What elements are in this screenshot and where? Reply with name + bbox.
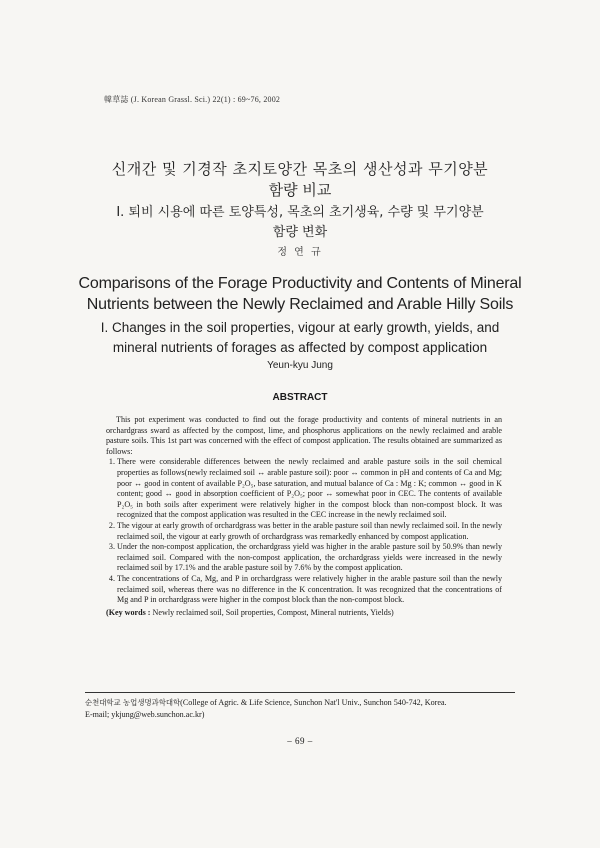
korean-subtitle-line-1: I. 퇴비 시용에 따른 토양특성, 목초의 초기생육, 수량 및 무기양분 [116, 205, 484, 220]
korean-subtitle-line-2: 함량 변화 [272, 225, 328, 240]
abstract-intro: This pot experiment was conducted to find out the forage productivity and contents of mineral nutrients in an orchardgrass sward as affected by the compost, lime, and phosphorus applications on the newly reclaimed and arable pasture soils. This 1st part was concerned with the effect of compost application. The results obtained are summarized as follows: [106, 415, 502, 456]
journal-reference: 韓草誌 (J. Korean Grassl. Sci.) 22(1) : 69~76, 2002 [104, 95, 281, 104]
english-author: Yeun-kyu Jung [267, 360, 333, 371]
english-title-line-2: Nutrients between the Newly Reclaimed and Arable Hilly Soils [86, 296, 514, 313]
page-number: – 69 – [287, 736, 313, 746]
affiliation-korean: 순천대학교 농업생명과학대학 [85, 698, 181, 707]
english-title-line-1: Comparisons of the Forage Productivity and Contents of Mineral [78, 275, 522, 292]
abstract-body [106, 415, 502, 618]
english-subtitle-line-2: mineral nutrients of forages as affected by compost application [112, 340, 488, 355]
abstract-findings-list [106, 457, 502, 605]
abstract-finding-4: 4. The concentrations of Ca, Mg, and P in orchardgrass were relatively higher in the arable pasture soil than the newly reclaimed soil, whereas there was no difference in the K concentration. It was recognized that the concentrations of Mg and P in orchardgrass were higher in the compost block than the non-compost block. [117, 574, 502, 606]
korean-title-line-2: 함량 비교 [268, 181, 332, 199]
korean-author: 정 연 규 [277, 247, 323, 258]
english-subtitle-line-1: I. Changes in the soil properties, vigour at early growth, yields, and [100, 320, 500, 335]
abstract-finding-2: 2. The vigour at early growth of orchardgrass was better in the arable pasture soil than newly reclaimed soil. In the newly reclaimed soil, the vigour at early growth of orchardgrass was remarkedly enhanced by compost application. [117, 521, 502, 542]
keywords-text: Newly reclaimed soil, Soil properties, Compost, Mineral nutrients, Yields) [150, 607, 394, 617]
korean-title-line-1: 신개간 및 기경작 초지토양간 목초의 생산성과 무기양분 [111, 160, 489, 178]
abstract-heading: ABSTRACT [272, 392, 328, 403]
author-affiliation [85, 697, 515, 720]
affiliation-english: (College of Agric. & Life Science, Sunchon Nat'l Univ., Sunchon 540-742, Korea. [180, 698, 447, 707]
keywords [106, 608, 502, 619]
footnote-divider [85, 692, 515, 693]
keywords-label: (Key words : [106, 607, 151, 617]
abstract-finding-3: 3. Under the non-compost application, the orchardgrass yield was higher in the arable pasture soil by 50.9% than newly reclaimed soil. Compared with the non-compost application, the orchardgrass yields were increased in the newly reclaimed soil by 17.1% and the arable pasture soil by 7.6% by the compost application. [117, 542, 502, 574]
affiliation-email: E-mail; ykjung@web.sunchon.ac.kr) [85, 709, 205, 719]
abstract-finding-1: 1. There were considerable differences between the newly reclaimed and arable pasture soils in the soil chemical properties as follows(newly reclaimed soil ↔ arable pasture soil): poor ↔ common in pH and contents of Ca and Mg; poor ↔ good in content of available P₂O₅, base saturation, and mutual balance of Ca : Mg : K; common ↔ good in K content; good ↔ good in absorption coefficient of P₂O₅; poor ↔ somewhat poor in CEC. The contents of available P₂O₅ in both soils after experiment were relatively higher in the compost block than non-compost block. It was recognized that the compost application was resulted in the CEC increase in the newly reclaimed soil. [117, 457, 502, 521]
